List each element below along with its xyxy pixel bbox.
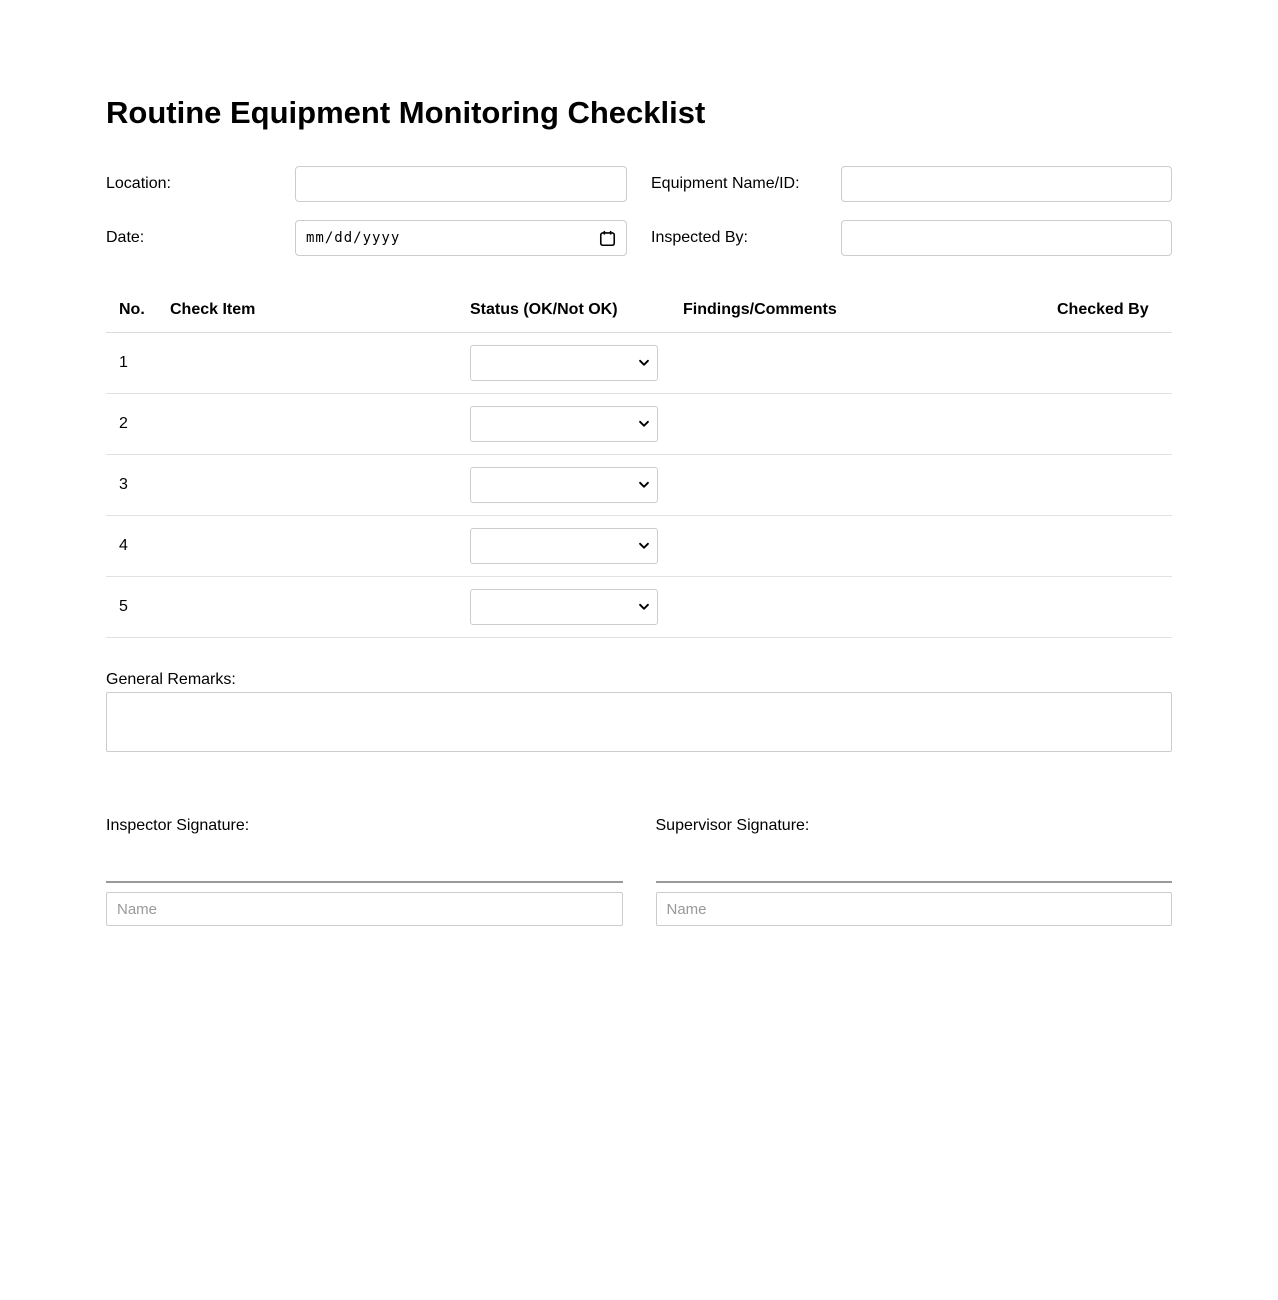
col-header-status: Status (OK/Not OK): [470, 300, 683, 333]
status-select-wrap: [470, 467, 658, 503]
findings-cell: [683, 455, 1057, 516]
check-item-cell: [170, 516, 470, 577]
header-form: [106, 166, 1172, 256]
signature-section: [106, 817, 1172, 926]
check-item-cell: [170, 333, 470, 394]
inspector-name-input[interactable]: [106, 892, 623, 926]
status-select-wrap: [470, 528, 658, 564]
checked-by-cell: [1057, 516, 1172, 577]
checklist-table: [106, 300, 1172, 638]
general-remarks-textarea[interactable]: [106, 692, 1172, 752]
table-row: [106, 577, 1172, 638]
status-select[interactable]: [470, 589, 658, 625]
status-select[interactable]: [470, 345, 658, 381]
supervisor-name-input[interactable]: [656, 892, 1173, 926]
checklist-page: [106, 0, 1172, 1297]
status-select-wrap: [470, 345, 658, 381]
date-label: Date:: [106, 229, 145, 246]
location-label: Location:: [106, 175, 171, 192]
col-header-findings: Findings/Comments: [683, 300, 1057, 333]
location-input[interactable]: [295, 166, 627, 202]
page-title: Routine Equipment Monitoring Checklist: [106, 95, 706, 130]
findings-cell: [683, 394, 1057, 455]
status-select[interactable]: [470, 406, 658, 442]
inspector-signature-label: Inspector Signature:: [106, 817, 250, 834]
table-row: [106, 333, 1172, 394]
inspector-signature-line: [106, 881, 623, 883]
inspected-by-input[interactable]: [841, 220, 1172, 256]
findings-cell: [683, 577, 1057, 638]
table-header-row: [106, 300, 1172, 333]
check-item-cell: [170, 394, 470, 455]
supervisor-signature-line: [656, 881, 1173, 883]
col-header-no: No.: [106, 300, 170, 333]
row-number: 5: [106, 577, 170, 638]
row-number: 4: [106, 516, 170, 577]
checked-by-cell: [1057, 577, 1172, 638]
table-row: [106, 516, 1172, 577]
check-item-cell: [170, 577, 470, 638]
col-header-check-item: Check Item: [170, 300, 470, 333]
checked-by-cell: [1057, 455, 1172, 516]
equipment-label: Equipment Name/ID:: [651, 175, 800, 192]
calendar-icon[interactable]: [598, 229, 617, 248]
findings-cell: [683, 333, 1057, 394]
inspector-signature-block: [106, 817, 623, 926]
check-item-cell: [170, 455, 470, 516]
status-select[interactable]: [470, 528, 658, 564]
date-placeholder: mm/dd/yyyy: [306, 230, 401, 246]
row-number: 1: [106, 333, 170, 394]
table-row: [106, 394, 1172, 455]
row-number: 3: [106, 455, 170, 516]
date-input[interactable]: [295, 220, 627, 256]
status-select[interactable]: [470, 467, 658, 503]
supervisor-signature-label: Supervisor Signature:: [655, 817, 810, 834]
general-remarks-label: General Remarks:: [106, 671, 236, 688]
row-number: 2: [106, 394, 170, 455]
col-header-checked-by: Checked By: [1057, 300, 1172, 333]
findings-cell: [683, 516, 1057, 577]
inspected-by-label: Inspected By:: [651, 229, 748, 246]
checked-by-cell: [1057, 394, 1172, 455]
status-select-wrap: [470, 589, 658, 625]
supervisor-signature-block: [656, 817, 1173, 926]
status-select-wrap: [470, 406, 658, 442]
equipment-input[interactable]: [841, 166, 1172, 202]
checked-by-cell: [1057, 333, 1172, 394]
table-row: [106, 455, 1172, 516]
